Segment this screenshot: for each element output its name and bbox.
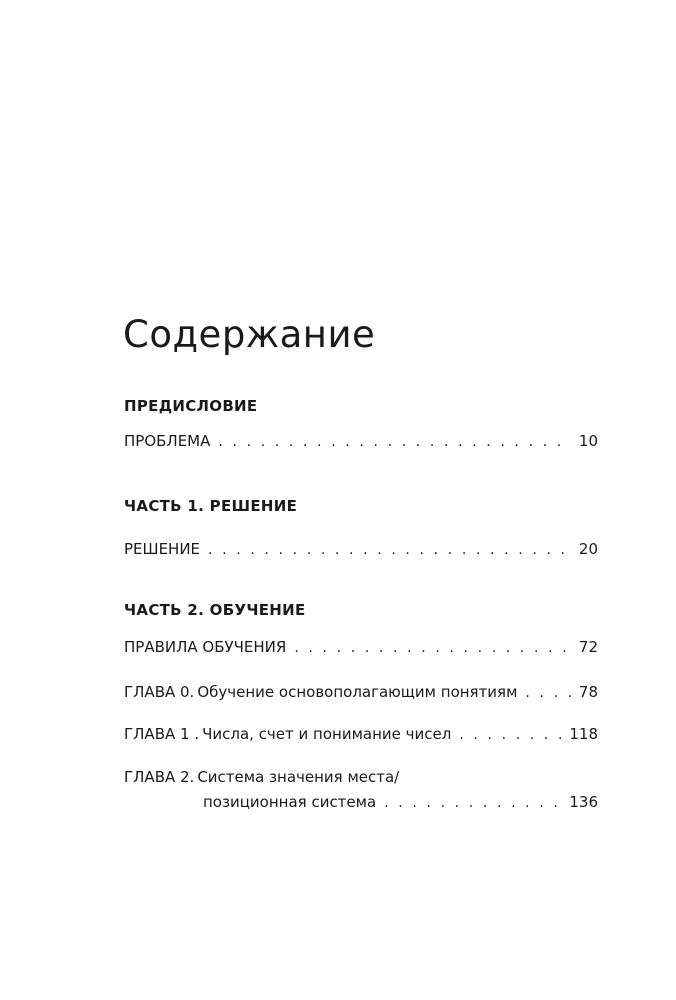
toc-entry-label: РЕШЕНИЕ — [124, 540, 201, 558]
chapter-title: Система значения места/ — [197, 768, 400, 786]
toc-page-number: 136 — [569, 793, 598, 811]
chapter-prefix: ГЛАВА 1 . — [124, 725, 200, 743]
toc-page-number: 78 — [578, 683, 598, 701]
dot-leader — [208, 543, 571, 557]
dot-leader — [384, 796, 561, 810]
toc-page-number: 118 — [569, 725, 598, 743]
toc-entry-label: ПРАВИЛА ОБУЧЕНИЯ — [124, 638, 287, 656]
toc-entry-solution[interactable] — [124, 540, 598, 558]
dot-leader — [459, 728, 561, 742]
toc-entry-label — [124, 725, 451, 743]
section-heading-part-2: ЧАСТЬ 2. ОБУЧЕНИЕ — [124, 601, 306, 619]
dot-leader — [218, 435, 571, 449]
toc-entry-label: ПРОБЛЕМА — [124, 432, 211, 450]
section-heading-preface: ПРЕДИСЛОВИЕ — [124, 397, 258, 415]
toc-entry-label — [124, 683, 517, 701]
dot-leader — [294, 641, 571, 655]
toc-page-number: 10 — [578, 432, 598, 450]
chapter-title: Обучение основополагающим понятиям — [197, 683, 518, 701]
section-heading-part-1: ЧАСТЬ 1. РЕШЕНИЕ — [124, 497, 298, 515]
chapter-title: Числа, счет и понимание чисел — [202, 725, 452, 743]
toc-entry-learning-rules[interactable] — [124, 638, 598, 656]
toc-page-number: 72 — [578, 638, 598, 656]
chapter-prefix: ГЛАВА 0. — [124, 683, 195, 701]
page-title: Содержание — [123, 312, 376, 356]
toc-entry-chapter-1[interactable] — [124, 725, 598, 743]
dot-leader — [525, 686, 571, 700]
toc-entry-chapter-2-line1[interactable] — [124, 768, 399, 786]
toc-entry-problem[interactable] — [124, 432, 598, 450]
chapter-prefix: ГЛАВА 2. — [124, 768, 195, 786]
chapter-title-continued: позиционная система — [203, 793, 377, 811]
toc-entry-chapter-0[interactable] — [124, 683, 598, 701]
toc-page-number: 20 — [578, 540, 598, 558]
toc-entry-chapter-2-line2[interactable] — [203, 793, 598, 811]
